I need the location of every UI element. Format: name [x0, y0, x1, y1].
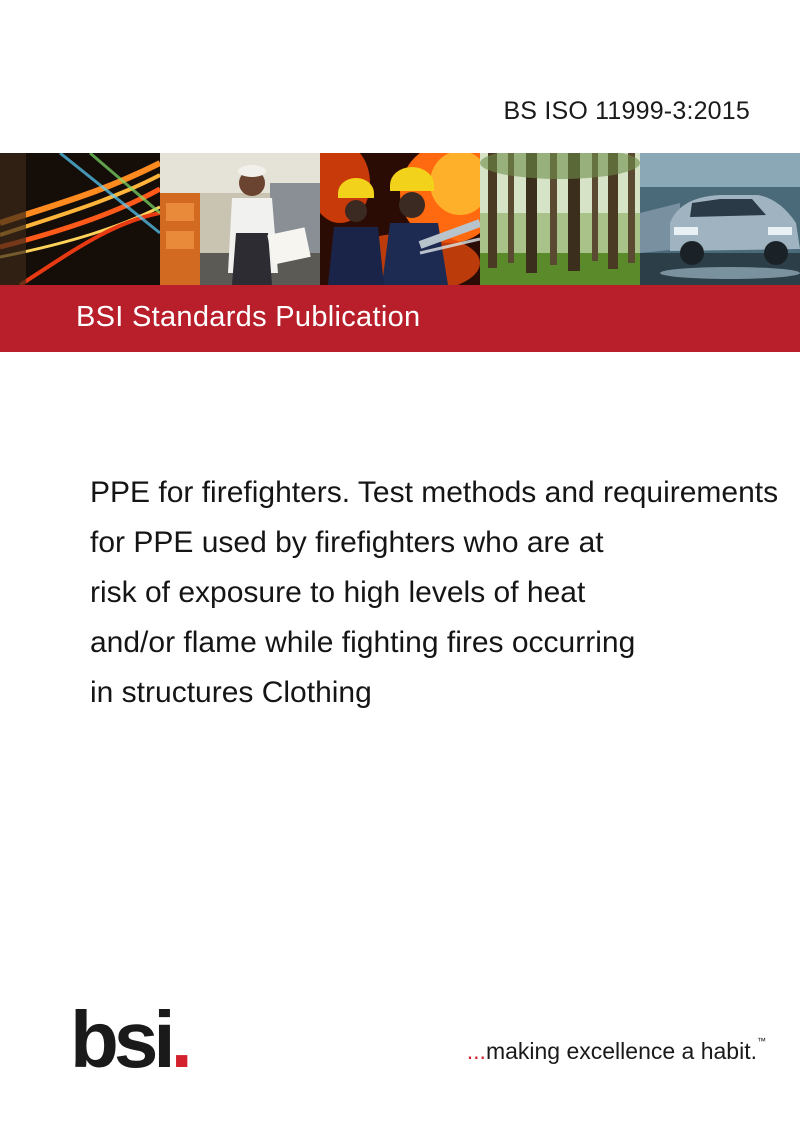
factory-worker-photo: [160, 153, 320, 285]
car-factory-photo: [640, 153, 800, 285]
standard-number: BS ISO 11999-3:2015: [503, 97, 750, 125]
logo-dot: .: [170, 995, 193, 1084]
firefighters-photo: [320, 153, 480, 285]
title-line: and/or flame while fighting fires occurring: [90, 626, 636, 659]
light-trails-photo: [0, 153, 160, 285]
tagline-ellipsis: ...: [466, 1038, 486, 1064]
title-line: risk of exposure to high levels of heat: [90, 576, 586, 609]
bsi-logo: [70, 995, 193, 1084]
title-line: PPE for firefighters. Test methods and requirements: [90, 476, 779, 509]
tagline-text: making excellence a habit.: [485, 1038, 757, 1064]
publication-banner: [0, 285, 800, 352]
cover-photo-strip: [0, 153, 800, 285]
logo-text: bsi: [70, 995, 171, 1084]
title-line: for PPE used by firefighters who are at: [90, 526, 604, 559]
trademark-symbol: ™: [757, 1036, 766, 1046]
forest-photo: [480, 153, 640, 285]
banner-label: BSI Standards Publication: [76, 301, 421, 333]
tagline: [467, 1038, 766, 1065]
document-title: [90, 468, 800, 718]
title-line: in structures Clothing: [90, 676, 372, 709]
